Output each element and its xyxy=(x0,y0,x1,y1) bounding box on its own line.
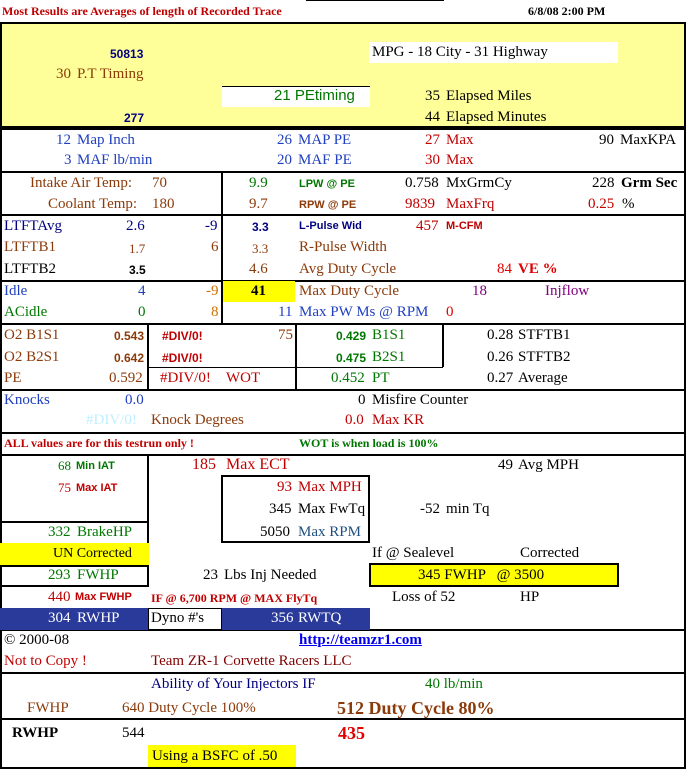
o2-b1s1-r-label: B1S1 xyxy=(372,327,406,343)
fwhp-value: 293 xyxy=(48,567,71,583)
rule xyxy=(0,22,2,768)
map-pe-label: MAP PE xyxy=(298,132,352,148)
o2-b1s1-value: 0.543 xyxy=(114,329,145,343)
map-max-label: Max xyxy=(446,132,474,148)
maxduty-value: 41 xyxy=(251,283,266,299)
elapsed-minutes-value: 44 xyxy=(425,109,440,125)
brakehp-label: BrakeHP xyxy=(77,524,132,540)
hp-label: HP xyxy=(520,589,540,605)
ltftb1-b2: 6 xyxy=(211,239,219,255)
rule xyxy=(0,214,686,216)
pt-timing-label: P.T Timing xyxy=(77,66,144,82)
ltftavg-value: 2.6 xyxy=(126,218,145,234)
maf-pe-value: 20 xyxy=(277,152,292,168)
wot-div: #DIV/0! xyxy=(160,370,211,386)
maf-value: 3 xyxy=(64,152,72,168)
rule xyxy=(0,718,686,720)
pt-value: 0.452 xyxy=(331,370,365,386)
iat-value: 70 xyxy=(152,175,167,191)
stftb1-value: 0.28 xyxy=(487,327,514,343)
dyno-label: Dyno #'s xyxy=(151,610,205,626)
max-rpm-value: 5050 xyxy=(260,524,290,540)
o2-b1s1-r-value: 0.429 xyxy=(336,329,367,343)
stftb1-label: STFTB1 xyxy=(518,327,571,343)
inj-fwhp-label: FWHP xyxy=(27,700,69,716)
map-pe-value: 26 xyxy=(277,132,292,148)
rwtq-label: RWTQ xyxy=(298,610,342,626)
pt-timing-value: 30 xyxy=(56,66,71,82)
teamzr1-link[interactable]: http://teamzr1.com xyxy=(299,632,422,648)
rule xyxy=(0,128,686,130)
mcfm-value: 457 xyxy=(416,218,439,234)
rule xyxy=(0,672,686,674)
rule xyxy=(0,171,686,173)
rule xyxy=(0,389,686,391)
brakehp-value: 332 xyxy=(48,524,71,540)
idle-value: 4 xyxy=(138,283,146,299)
elapsed-minutes-label: Elapsed Minutes xyxy=(446,109,547,125)
rule xyxy=(0,432,686,434)
copyright: © 2000-08 xyxy=(4,632,70,648)
header-note: Most Results are Averages of length of Recorded Trace xyxy=(2,4,282,18)
max-mph-value: 93 xyxy=(277,479,292,495)
coolant-value: 180 xyxy=(152,196,175,212)
rule xyxy=(295,325,297,389)
ability-label: Ability of Your Injectors IF xyxy=(151,676,316,692)
uncorrected-label: UN Corrected xyxy=(53,546,132,561)
map-inch-value: 12 xyxy=(56,132,71,148)
maxpw-label: Max PW Ms @ RPM xyxy=(299,304,429,320)
maf-max-label: Max xyxy=(446,152,474,168)
o2-b2s1-r-label: B2S1 xyxy=(372,349,406,365)
grmsec-label: Grm Sec xyxy=(621,175,678,191)
o2-b1s1-75: 75 xyxy=(278,327,293,343)
max-fwhp-value: 440 xyxy=(48,589,71,605)
rpulse-label: R-Pulse Width xyxy=(299,239,387,255)
fwhp-label: FWHP xyxy=(77,567,119,583)
stftb2-label: STFTB2 xyxy=(518,349,571,365)
rpw-value: 9.7 xyxy=(249,196,268,212)
rule xyxy=(0,280,686,282)
rwhp-value: 304 xyxy=(48,610,71,626)
average-value: 0.27 xyxy=(487,370,514,386)
mcfm-label: M-CFM xyxy=(446,220,483,232)
not-copy: Not to Copy ! xyxy=(4,653,87,669)
acidle-value: 0 xyxy=(138,304,146,320)
ltftb2-label: LTFTB2 xyxy=(4,261,56,277)
maxkr-label: Max KR xyxy=(372,412,425,428)
rule xyxy=(442,325,444,367)
corrected-label: Corrected xyxy=(520,545,580,561)
misfire-value: 0 xyxy=(358,392,366,408)
o2-b1s1-div: #DIV/0! xyxy=(162,329,203,343)
misfire-label: Misfire Counter xyxy=(372,392,469,408)
avgduty-label: Avg Duty Cycle xyxy=(299,261,397,277)
iat-label: Intake Air Temp: xyxy=(30,175,132,191)
maxduty-label: Max Duty Cycle xyxy=(299,283,399,299)
rule xyxy=(297,367,443,368)
maf-label: MAF lb/min xyxy=(77,152,153,168)
o2-b2s1-label: O2 B2S1 xyxy=(4,349,60,365)
idle-b2: -9 xyxy=(206,283,219,299)
acidle-b2: 8 xyxy=(211,304,219,320)
average-label: Average xyxy=(518,370,568,386)
wot-note: WOT is when load is 100% xyxy=(299,436,439,450)
ltftavg-b2: -9 xyxy=(205,218,218,234)
value-277: 277 xyxy=(124,111,145,125)
maf-pe-label: MAF PE xyxy=(298,152,352,168)
injflow-label: Injflow xyxy=(545,283,590,299)
injflow-value: 18 xyxy=(472,283,487,299)
value-50813: 50813 xyxy=(110,47,144,61)
o2-b1s1-label: O2 B1S1 xyxy=(4,327,60,343)
corrected-fwhp: 345 FWHP @ 3500 xyxy=(418,567,545,583)
lbs-inj-label: Lbs Inj Needed xyxy=(224,567,317,583)
testrun-note: ALL values are for this testrun only ! xyxy=(4,436,194,450)
mxgrmcy-label: MxGrmCy xyxy=(446,175,512,191)
lpw-label: LPW @ PE xyxy=(299,178,355,190)
map-inch-label: Map Inch xyxy=(77,132,135,148)
maxkpa-value: 90 xyxy=(599,132,614,148)
fwhp-box xyxy=(0,565,149,587)
rule xyxy=(306,0,444,1)
grmsec-value: 228 xyxy=(592,175,615,191)
wot-label: WOT xyxy=(226,370,261,386)
pe-value: 0.592 xyxy=(109,370,143,386)
maxfrq-label: MaxFrq xyxy=(446,196,495,212)
max-fwtq-label: Max FwTq xyxy=(298,501,366,517)
rpulse-value: 3.3 xyxy=(252,241,269,256)
max-rpm-label: Max RPM xyxy=(298,524,361,540)
company-name: Team ZR-1 Corvette Racers LLC xyxy=(151,653,352,669)
rule xyxy=(148,367,296,368)
sealevel-label: If @ Sealevel xyxy=(372,545,455,561)
bsfc-label: Using a BSFC of .50 xyxy=(152,748,278,764)
max-fwtq-value: 345 xyxy=(269,501,292,517)
mxgrmcy-value: 0.758 xyxy=(405,175,439,191)
avgduty-value: 4.6 xyxy=(249,261,268,277)
header-datetime: 6/8/08 2:00 PM xyxy=(528,4,606,18)
avg-mph-value: 49 xyxy=(498,457,513,473)
max-ect-value: 185 xyxy=(192,456,216,473)
inj-rwhp-label: RWHP xyxy=(12,725,59,741)
rwtq-bar xyxy=(222,608,370,630)
map-max-value: 27 xyxy=(425,132,440,148)
lpulse-label: L-Pulse Wid xyxy=(299,220,362,232)
min-tq-label: min Tq xyxy=(446,501,490,517)
lpulse-value: 3.3 xyxy=(252,220,269,234)
max-iat-value: 75 xyxy=(58,480,71,495)
rule xyxy=(0,454,686,456)
knocks-label: Knocks xyxy=(4,392,50,408)
ltftb1-label: LTFTB1 xyxy=(4,239,56,255)
rwtq-value: 356 xyxy=(271,610,294,626)
idle-label: Idle xyxy=(4,283,28,299)
maxfrq-value: 9839 xyxy=(405,196,435,212)
rule xyxy=(0,323,686,325)
rwhp-label: RWHP xyxy=(77,610,120,626)
rwhp-bar xyxy=(0,608,148,630)
ve-label: VE % xyxy=(518,261,558,277)
o2-b2s1-r-value: 0.475 xyxy=(336,351,367,365)
knock-degrees-label: Knock Degrees xyxy=(151,412,244,428)
max-ect-label: Max ECT xyxy=(226,456,290,473)
pct-value: 0.25 xyxy=(588,196,615,212)
lbs-inj-value: 23 xyxy=(203,567,218,583)
maxkr-value: 0.0 xyxy=(345,412,364,428)
min-iat-value: 68 xyxy=(58,458,71,473)
duty80-label: 512 Duty Cycle 80% xyxy=(337,698,495,718)
o2-b2s1-div: #DIV/0! xyxy=(162,351,203,365)
fly-tq-label: IF @ 6,700 RPM @ MAX FlyTq xyxy=(151,591,318,605)
lbmin-label: 40 lb/min xyxy=(425,676,483,692)
knocks-value: 0.0 xyxy=(125,392,144,408)
mpg-text: MPG - 18 City - 31 Highway xyxy=(372,44,548,60)
maf-max-value: 30 xyxy=(425,152,440,168)
pct-label: % xyxy=(622,196,635,212)
stftb2-value: 0.26 xyxy=(487,349,514,365)
pe-label: PE xyxy=(4,370,22,386)
rule xyxy=(147,325,149,389)
inj-rwhp-value: 544 xyxy=(122,725,145,741)
ltftb2-value: 3.5 xyxy=(129,263,146,277)
maxkpa-label: MaxKPA xyxy=(620,132,677,148)
maxpw-value: 11 xyxy=(278,304,293,320)
ltftavg-label: LTFTAvg xyxy=(4,218,62,234)
max-mph-label: Max MPH xyxy=(298,479,362,495)
ve-value: 84 xyxy=(497,261,512,277)
elapsed-miles-label: Elapsed Miles xyxy=(446,88,532,104)
loss-label: Loss of 52 xyxy=(392,589,456,605)
rpw-label: RPW @ PE xyxy=(299,199,357,211)
min-tq-value: -52 xyxy=(420,501,440,517)
duty100-label: 640 Duty Cycle 100% xyxy=(122,700,256,716)
acidle-label: ACidle xyxy=(4,304,48,320)
inj-rwhp-80: 435 xyxy=(338,723,365,743)
hidden-div: #DIV/0! xyxy=(86,412,137,428)
petiming-text: 21 PEtiming xyxy=(274,87,355,104)
coolant-label: Coolant Temp: xyxy=(48,196,138,212)
o2-b2s1-value: 0.642 xyxy=(114,351,145,365)
lpw-value: 9.9 xyxy=(249,175,268,191)
pt-label: PT xyxy=(372,370,390,386)
max-fwhp-label: Max FWHP xyxy=(75,591,132,603)
maxpw-rpm: 0 xyxy=(446,304,454,320)
max-iat-label: Max IAT xyxy=(76,482,118,494)
avg-mph-label: Avg MPH xyxy=(518,457,579,473)
elapsed-miles-value: 35 xyxy=(425,88,440,104)
ltftb1-value: 1.7 xyxy=(129,241,146,256)
min-iat-label: Min IAT xyxy=(76,460,115,472)
